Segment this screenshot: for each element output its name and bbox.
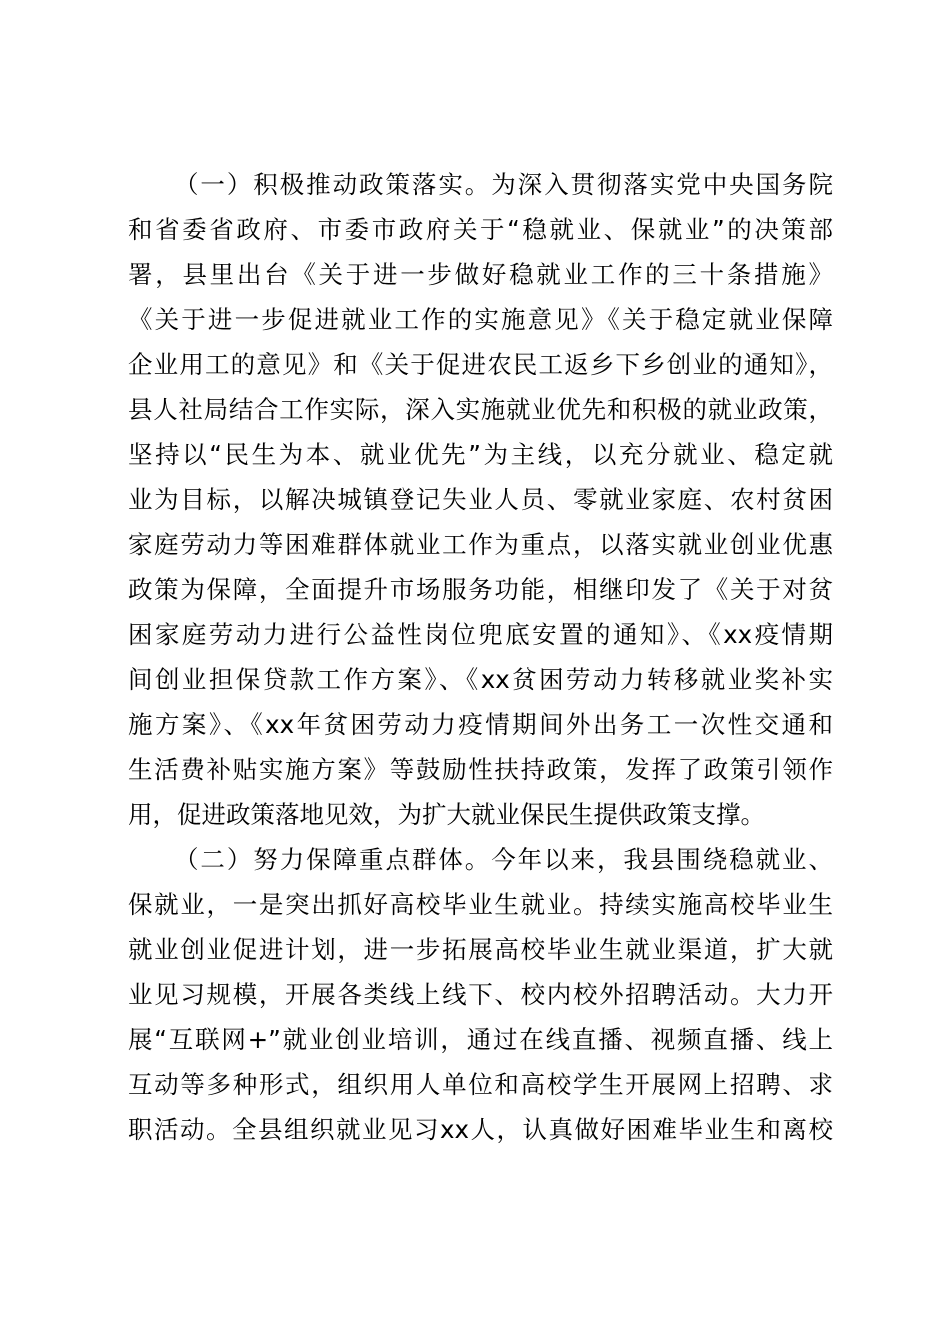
paragraph-line: 互动等多种形式，组织用人单位和高校学生开展网上招聘、求	[128, 1070, 833, 1099]
paragraph-line: 和省委省政府、市委市政府关于“稳就业、保就业”的决策部	[128, 215, 833, 244]
paragraph-line: 企业用工的意见》和《关于促进农民工返乡下乡创业的通知》，	[128, 350, 833, 379]
paragraph-line: 保就业，一是突出抓好高校毕业生就业。持续实施高校毕业生	[128, 890, 833, 919]
paragraph-line: 署，县里出台《关于进一步做好稳就业工作的三十条措施》	[128, 260, 833, 289]
paragraph-line: 施方案》、《xx年贫困劳动力疫情期间外出务工一次性交通和	[128, 710, 833, 739]
paragraph-line: 困家庭劳动力进行公益性岗位兜底安置的通知》、《xx疫情期	[128, 620, 833, 649]
paragraph-line: 生活费补贴实施方案》等鼓励性扶持政策，发挥了政策引领作	[128, 755, 833, 784]
paragraph-key-groups	[128, 837, 833, 1152]
paragraph-line: 用，促进政策落地见效，为扩大就业保民生提供政策支撑。	[128, 800, 765, 829]
paragraph-policy-implementation	[128, 162, 833, 837]
paragraph-line: 坚持以“民生为本、就业优先”为主线，以充分就业、稳定就	[128, 440, 833, 469]
paragraph-line: 业为目标，以解决城镇登记失业人员、零就业家庭、农村贫困	[128, 485, 833, 514]
paragraph-line: （二）努力保障重点群体。今年以来，我县围绕稳就业、	[174, 845, 833, 874]
paragraph-line: 职活动。全县组织就业见习xx人，认真做好困难毕业生和离校	[128, 1115, 833, 1144]
paragraph-line: 政策为保障，全面提升市场服务功能，相继印发了《关于对贫	[128, 575, 833, 604]
paragraph-line: （一）积极推动政策落实。为深入贯彻落实党中央国务院	[174, 170, 833, 199]
paragraph-line: 就业创业促进计划，进一步拓展高校毕业生就业渠道，扩大就	[128, 935, 833, 964]
paragraph-line: 《关于进一步促进就业工作的实施意见》《关于稳定就业保障	[128, 305, 833, 334]
paragraph-line: 县人社局结合工作实际，深入实施就业优先和积极的就业政策，	[128, 395, 833, 424]
paragraph-line: 家庭劳动力等困难群体就业工作为重点，以落实就业创业优惠	[128, 530, 833, 559]
paragraph-line: 间创业担保贷款工作方案》、《xx贫困劳动力转移就业奖补实	[128, 665, 833, 694]
paragraph-line: 展“互联网+”就业创业培训，通过在线直播、视频直播、线上	[128, 1025, 833, 1054]
paragraph-line: 业见习规模，开展各类线上线下、校内校外招聘活动。大力开	[128, 980, 833, 1009]
document-body	[128, 162, 833, 1152]
